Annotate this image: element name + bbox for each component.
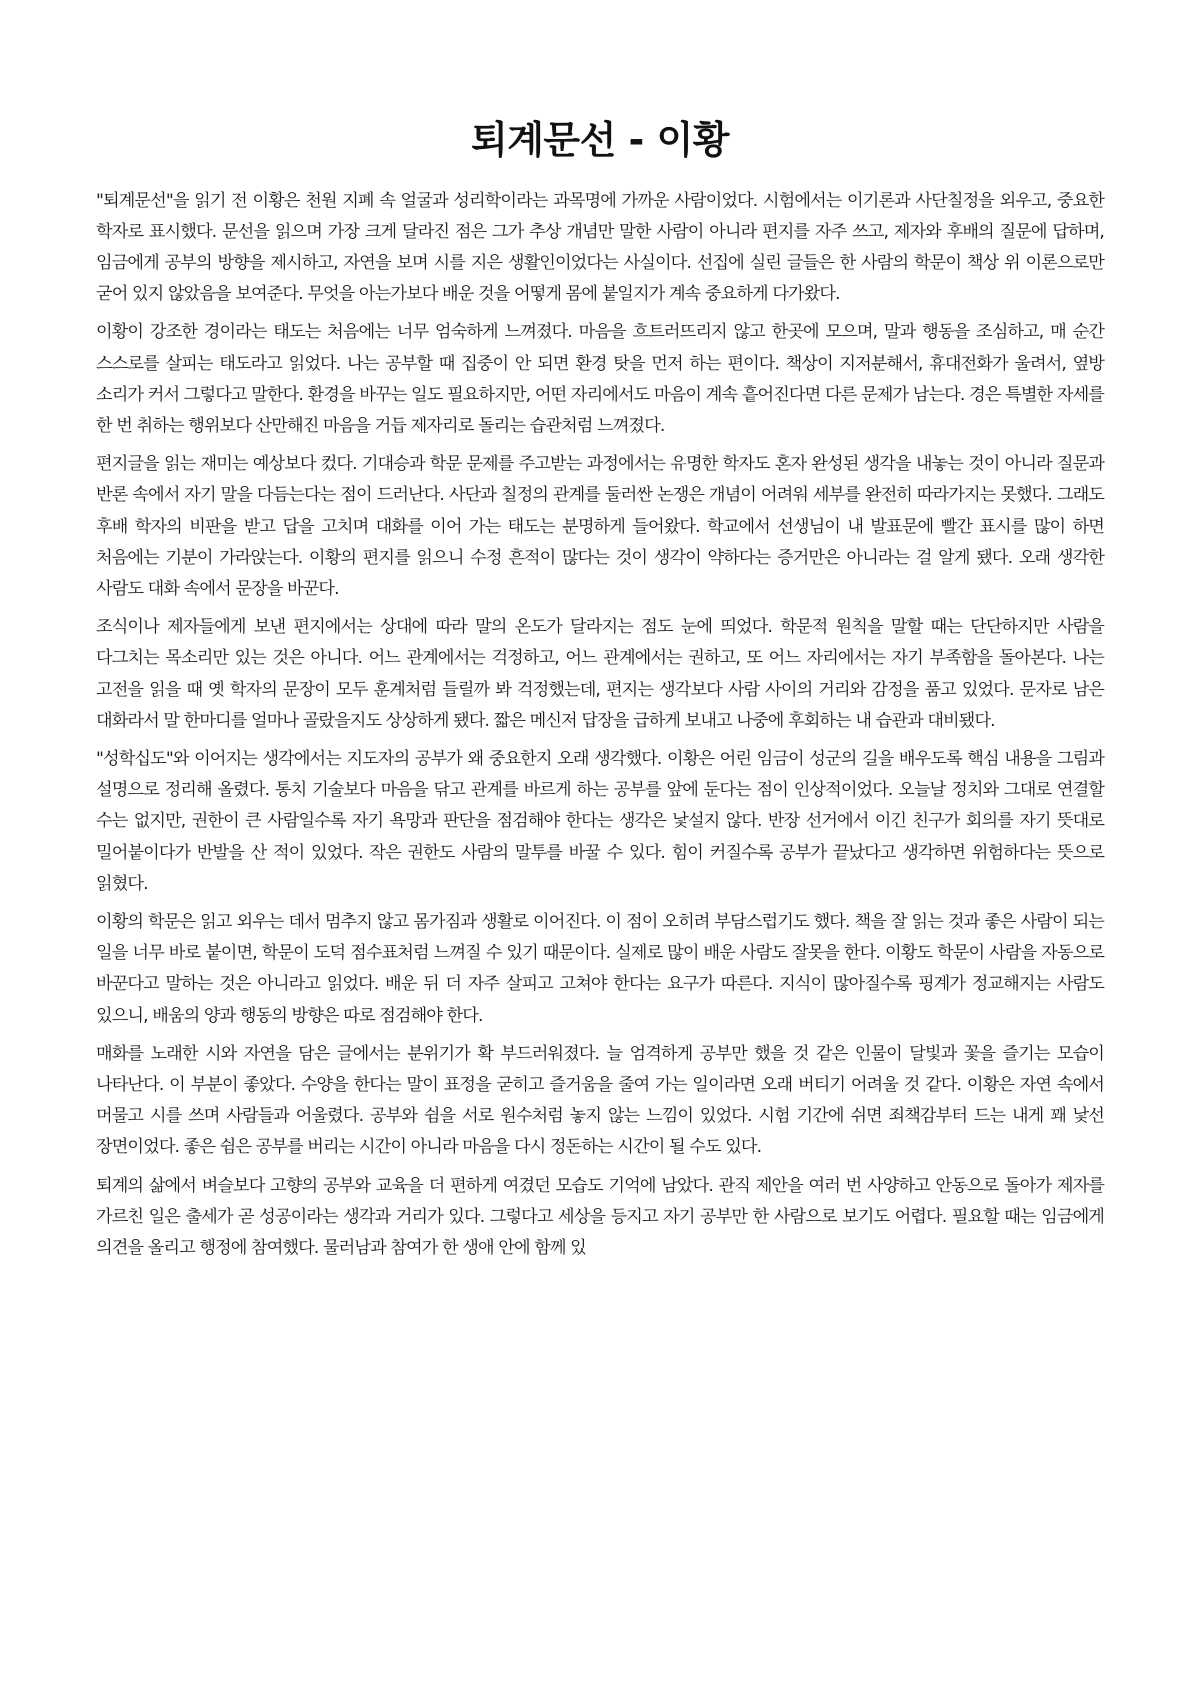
paragraph: 이황이 강조한 경이라는 태도는 처음에는 너무 엄숙하게 느껴졌다. 마음을 흐트러뜨리지 않고 한곳에 모으며, 말과 행동을 조심하고, 매 순간 스스로를 살피는 태도라고 읽었다. 나는 공부할 때 집중이 안 되면 환경 탓을 먼저 하는 편이다. 책상이 지저분해서, 휴대전화가 울려서, 옆방 소리가 커서 그렇다고 말한다. 환경을 바꾸는 일도 필요하지만, 어떤 자리에서도 마음이 계속 흩어진다면 다른 문제가 남는다. 경은 특별한 자세를 한 번 취하는 행위보다 산만해진 마음을 거듭 제자리로 돌리는 습관처럼 느껴졌다. <box>96 322 1104 437</box>
paragraph: "퇴계문선"을 읽기 전 이황은 천원 지폐 속 얼굴과 성리학이라는 과목명에 가까운 사람이었다. 시험에서는 이기론과 사단칠정을 외우고, 중요한 학자로 표시했다. 문선을 읽으며 가장 크게 달라진 점은 그가 추상 개념만 말한 사람이 아니라 편지를 자주 쓰고, 제자와 후배의 질문에 답하며, 임금에게 공부의 방향을 제시하고, 자연을 보며 시를 지은 생활인이었다는 사실이다. 선집에 실린 글들은 한 사람의 학문이 책상 위 이론으로만 굳어 있지 않았음을 보여준다. 무엇을 아는가보다 배운 것을 어떻게 몸에 붙일지가 계속 중요하게 다가왔다. <box>96 190 1104 305</box>
paragraph: 퇴계의 삶에서 벼슬보다 고향의 공부와 교육을 더 편하게 여겼던 모습도 기억에 남았다. 관직 제안을 여러 번 사양하고 안동으로 돌아가 제자를 가르친 일은 출세가 곧 성공이라는 생각과 거리가 있다. 그렇다고 세상을 등지고 자기 공부만 한 사람으로 보기도 어렵다. 필요할 때는 임금에게 의견을 올리고 행정에 참여했다. 물러남과 참여가 한 생애 안에 함께 있 <box>96 1175 1104 1259</box>
paragraph: "성학십도"와 이어지는 생각에서는 지도자의 공부가 왜 중요한지 오래 생각했다. 이황은 어린 임금이 성군의 길을 배우도록 핵심 내용을 그림과 설명으로 정리해 올렸다. 통치 기술보다 마음을 닦고 관계를 바르게 하는 공부를 앞에 둔다는 점이 인상적이었다. 오늘날 정치와 그대로 연결할 수는 없지만, 권한이 큰 사람일수록 자기 욕망과 판단을 점검해야 한다는 생각은 낯설지 않다. 반장 선거에서 이긴 친구가 회의를 자기 뜻대로 밀어붙이다가 반발을 산 적이 있었다. 작은 권한도 사람의 말투를 바꿀 수 있다. 힘이 커질수록 공부가 끝났다고 생각하면 위험하다는 뜻으로 읽혔다. <box>96 749 1104 894</box>
paragraph: 매화를 노래한 시와 자연을 담은 글에서는 분위기가 확 부드러워졌다. 늘 엄격하게 공부만 했을 것 같은 인물이 달빛과 꽃을 즐기는 모습이 나타난다. 이 부분이 좋았다. 수양을 한다는 말이 표정을 굳히고 즐거움을 줄여 가는 일이라면 오래 버티기 어려울 것 같다. 이황은 자연 속에서 머물고 시를 쓰며 사람들과 어울렸다. 공부와 쉼을 서로 원수처럼 놓지 않는 느낌이 있었다. 시험 기간에 쉬면 죄책감부터 드는 내게 꽤 낯선 장면이었다. 좋은 쉼은 공부를 버리는 시간이 아니라 마음을 다시 정돈하는 시간이 될 수도 있다. <box>96 1043 1104 1158</box>
paragraph: 편지글을 읽는 재미는 예상보다 컸다. 기대승과 학문 문제를 주고받는 과정에서는 유명한 학자도 혼자 완성된 생각을 내놓는 것이 아니라 질문과 반론 속에서 자기 말을 다듬는다는 점이 드러난다. 사단과 칠정의 관계를 둘러싼 논쟁은 개념이 어려워 세부를 완전히 따라가지는 못했다. 그래도 후배 학자의 비판을 받고 답을 고치며 대화를 이어 가는 태도는 분명하게 들어왔다. 학교에서 선생님이 내 발표문에 빨간 표시를 많이 하면 처음에는 기분이 가라앉는다. 이황의 편지를 읽으니 수정 흔적이 많다는 것이 생각이 약하다는 증거만은 아니라는 걸 알게 됐다. 오래 생각한 사람도 대화 속에서 문장을 바꾼다. <box>96 454 1104 600</box>
paragraph: 조식이나 제자들에게 보낸 편지에서는 상대에 따라 말의 온도가 달라지는 점도 눈에 띄었다. 학문적 원칙을 말할 때는 단단하지만 사람을 다그치는 목소리만 있는 것은 아니다. 어느 관계에서는 걱정하고, 어느 관계에서는 권하고, 또 어느 자리에서는 자기 부족함을 돌아본다. 나는 고전을 읽을 때 옛 학자의 문장이 모두 훈계처럼 들릴까 봐 걱정했는데, 편지는 생각보다 사람 사이의 거리와 감정을 품고 있었다. 문자로 남은 대화라서 말 한마디를 얼마나 골랐을지도 상상하게 됐다. 짧은 메신저 답장을 급하게 보내고 나중에 후회하는 내 습관과 대비됐다. <box>96 617 1104 731</box>
document-title: 퇴계문선 - 이황 <box>471 118 729 162</box>
paragraph: 이황의 학문은 읽고 외우는 데서 멈추지 않고 몸가짐과 생활로 이어진다. 이 점이 오히려 부담스럽기도 했다. 책을 잘 읽는 것과 좋은 사람이 되는 일을 너무 바로 붙이면, 학문이 도덕 점수표처럼 느껴질 수 있기 때문이다. 실제로 많이 배운 사람도 잘못을 한다. 이황도 학문이 사람을 자동으로 바꾼다고 말하는 것은 아니라고 읽었다. 배운 뒤 더 자주 살피고 고쳐야 한다는 요구가 따른다. 지식이 많아질수록 핑계가 정교해지는 사람도 있으니, 배움의 양과 행동의 방향은 따로 점검해야 한다. <box>96 912 1104 1026</box>
